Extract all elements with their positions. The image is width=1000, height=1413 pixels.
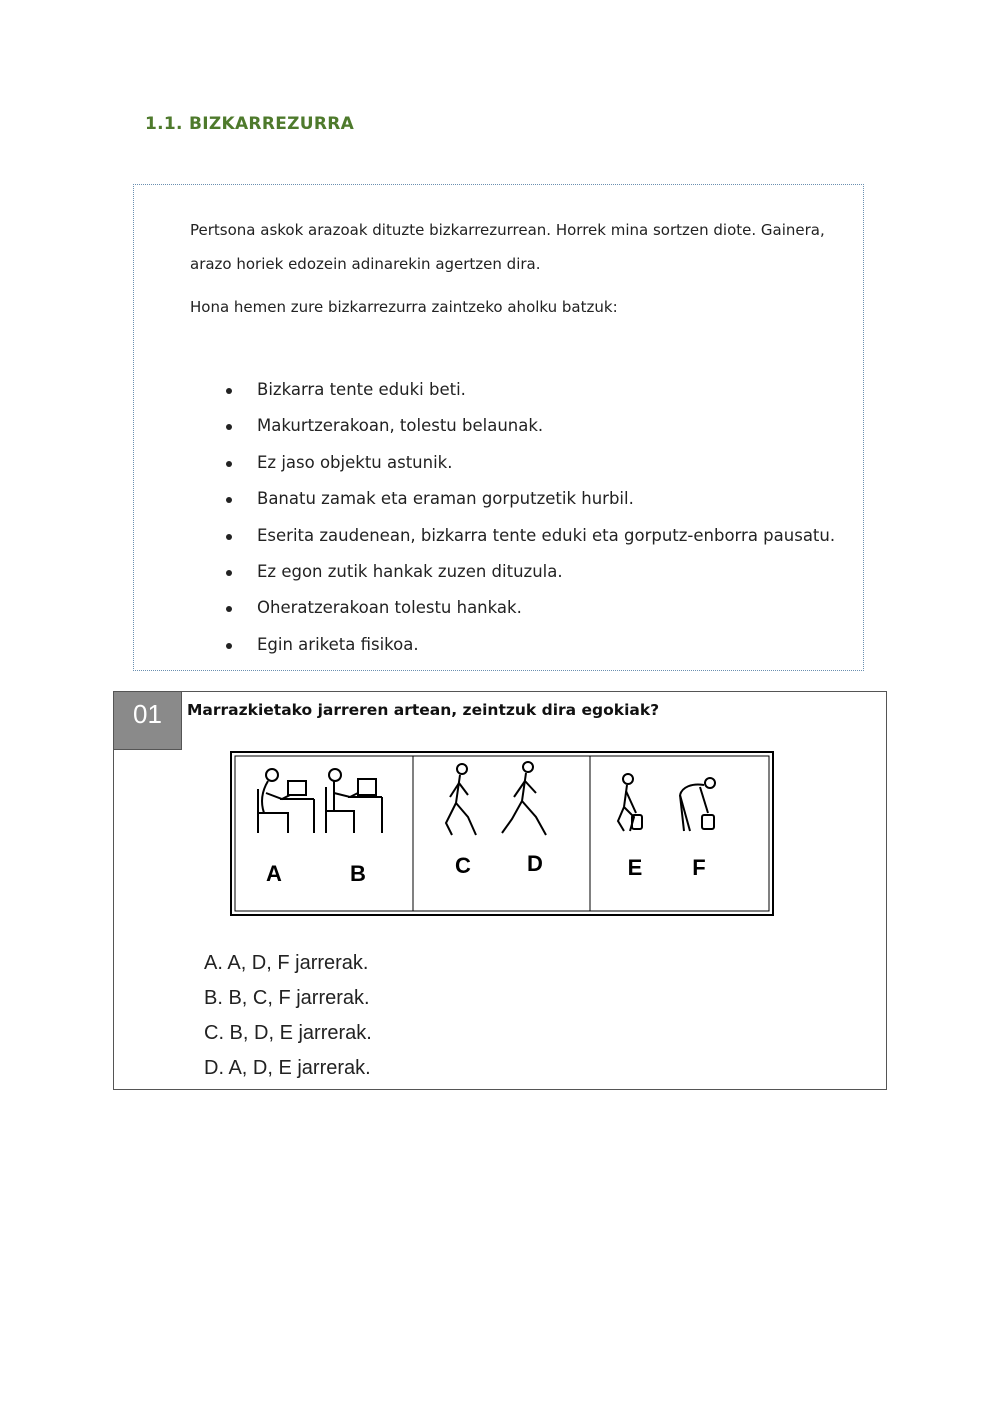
label-f: F (692, 855, 706, 880)
info-box (133, 184, 864, 671)
answer-option-b[interactable]: B. B, C, F jarrerak. (204, 987, 370, 1009)
advice-item: Banatu zamak eta eraman gorputzetik hurbil. (226, 488, 835, 524)
intro-paragraph-line-2: arazo horiek edozein adinarekin agertzen dira. (190, 255, 541, 273)
bullet-icon (226, 388, 232, 394)
bullet-icon (226, 534, 232, 540)
label-a: A (266, 861, 282, 886)
label-b: B (350, 861, 366, 886)
label-d: D (527, 851, 543, 876)
intro-paragraph-line-1: Pertsona askok arazoak dituzte bizkarrezurrean. Horrek mina sortzen diote. Gainera, (190, 221, 825, 239)
question-number: 01 (114, 692, 182, 750)
advice-item: Egin ariketa fisikoa. (226, 634, 835, 670)
advice-item: Bizkarra tente eduki beti. (226, 379, 835, 415)
advice-item: Ez jaso objektu astunik. (226, 452, 835, 488)
advice-item: Oheratzerakoan tolestu hankak. (226, 597, 835, 633)
bullet-icon (226, 497, 232, 503)
answer-option-a[interactable]: A. A, D, F jarrerak. (204, 952, 369, 974)
bullet-icon (226, 606, 232, 612)
bullet-icon (226, 643, 232, 649)
advice-list (226, 379, 835, 670)
answer-option-d[interactable]: D. A, D, E jarrerak. (204, 1057, 371, 1079)
question-text: Marrazkietako jarreren artean, zeintzuk dira egokiak? (187, 701, 660, 719)
bullet-icon (226, 461, 232, 467)
bullet-icon (226, 424, 232, 430)
answer-option-c[interactable]: C. B, D, E jarrerak. (204, 1022, 372, 1044)
advice-item: Makurtzerakoan, tolestu belaunak. (226, 415, 835, 451)
answer-options (204, 951, 372, 1091)
question-box (113, 691, 887, 1090)
advice-item: Ez egon zutik hankak zuzen dituzula. (226, 561, 835, 597)
label-e: E (627, 855, 643, 880)
bullet-icon (226, 570, 232, 576)
posture-figure (230, 751, 774, 916)
label-c: C (455, 853, 471, 878)
section-title: 1.1. BIZKARREZURRA (145, 114, 355, 134)
advice-item: Eserita zaudenean, bizkarra tente eduki eta gorputz-enborra pausatu. (226, 525, 835, 561)
advice-intro: Hona hemen zure bizkarrezurra zaintzeko aholku batzuk: (190, 298, 618, 316)
